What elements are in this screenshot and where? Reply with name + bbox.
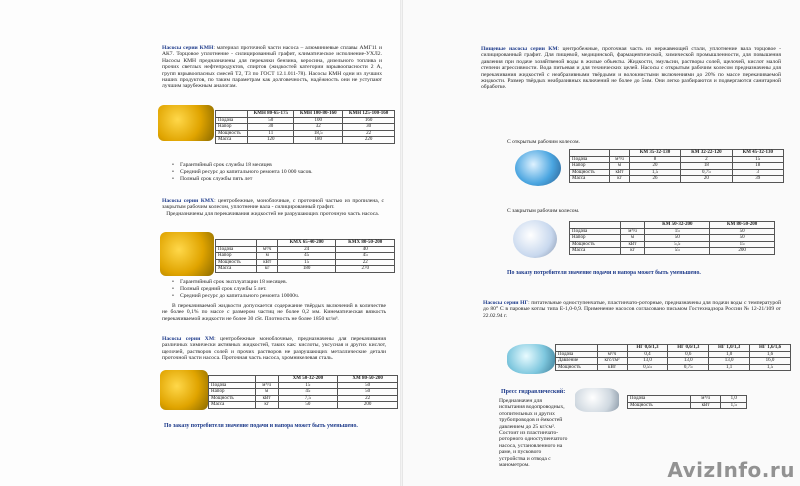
list-item: • Средний ресурс до капитального ремонта 10 000 часов.	[172, 169, 392, 176]
table-row: Масса кг 55 200	[570, 248, 775, 255]
table-row: Мощность кВт 0,55 0,75 1,1 1,5	[556, 364, 791, 371]
ng-title: Насосы серии НГ	[483, 300, 529, 306]
table-row: Напор м 50 50	[570, 235, 775, 242]
hm-description: Насосы серии ХМ: центробежные моноблочные, предназначены для перекачивания различных химически активных жидкостей, таких как: кислоты, уксусная и других кислот, щелочей, растворов солей и прочих растворов не разрушающих металлические детали проточной части насоса. Проточная часть насоса, хромникелевая сталь.	[162, 336, 386, 362]
table-row: Масса кг 50 200	[209, 402, 398, 409]
table-row: Давление кгс/см² 13,0 13,0 13,0 16,0	[556, 358, 791, 365]
table-row: Подача м³/ч 1,0	[628, 396, 747, 403]
press-description: Предназначен для испытания водопроводных, отопительных и других трубопроводов и ёмкостей давлением до 25 кг/см². Состоит из пластинчато- роторного одноступенчатого насоса, установленного на раме, и пускового устройства и отвода с манометром.	[499, 398, 568, 469]
km-closed-spec-table	[569, 221, 775, 255]
table-row: Мощность кВт 1,5	[628, 402, 747, 409]
table-row: Мощность кВт 1,5 0,75 3	[570, 169, 784, 176]
table-row: Подача м³/ч 15 50	[209, 382, 398, 389]
km-note: По заказу потребителя значение подачи и напора может быть уменьшено.	[507, 270, 701, 276]
press-spec-table	[627, 395, 747, 409]
table-row: Мощность кВт 5,5 15	[570, 241, 775, 248]
press-title: Пресс гидравлический:	[501, 389, 566, 395]
table-row: Мощность 11 18,5 22	[216, 130, 395, 137]
hm-note: По заказу потребителя значение подачи и напора может быть уменьшено.	[164, 423, 358, 429]
table-row: Напор м 45 45	[216, 253, 395, 260]
hm-title: Насосы серии ХМ	[162, 336, 215, 342]
km-closed-pump-image	[513, 220, 557, 258]
ng-pump-image	[507, 344, 555, 374]
table-row: Подача м³/ч 24 40	[216, 246, 395, 253]
hm-spec-table	[208, 375, 398, 409]
list-item: • Гарантийный срок эксплуатации 18 месяцев.	[172, 279, 392, 286]
list-item: • Гарантийный срок службы 18 месяцев	[172, 162, 392, 169]
table-row: КМХ 65-40-200 КМХ 80-50-200	[216, 240, 395, 247]
table-row: КМН 80-65-175 КМН 100-80-160 КМН 125-100-160	[216, 111, 395, 118]
kmh-pump-image	[160, 232, 214, 276]
km-closed-caption: С закрытым рабочим колесом.	[507, 208, 580, 214]
table-row: КМ 35-32-130 КМ 32-22-120 КМ 45-32-130	[570, 150, 784, 157]
hm-pump-image	[160, 370, 208, 410]
km-open-spec-table	[569, 149, 784, 183]
kmh-extra-text: В перекачиваемой жидкости допускается содержание твёрдых включений в количестве не более 0,1% по массе с размером частиц не более 0,2 мм. Кинематическая вязкость перекачиваемой жидкости не более 30 cSt. Плотность не более 1850 кг/м³.	[162, 303, 386, 322]
list-item: • Полный срок службы пять лет	[172, 176, 392, 183]
kmn-title: Насосы серии КМН	[162, 45, 214, 51]
kmn-spec-table	[215, 110, 395, 144]
ng-spec-table	[555, 344, 791, 371]
kmn-description: Насосы серии КМН: материал проточной части насоса – алюминиевые сплавы АМГ11 и АК7. Торцовое уплотнение - силицированный графит, климатическое исполнение-УХЛ2. Насосы КМН предназначены для перекачки бензина, керосина, дизельного топлива и прочих светлых нефтепродуктов, спиртов (жидкостей категории взрывоопасности 2 А, групп взрывоопасных смесей Т2, Т3 по ГОСТ 12.1.011-78). Насосы КМН одни из лучших наших продуктов, по таким параметрам как долговечность, надёжность они не уступают лучшим зарубежным аналогам.	[162, 45, 382, 90]
km-title: Пищевые насосы серии КМ	[481, 46, 558, 52]
table-row: КМ 50-32-200 КМ 80-50-200	[570, 222, 775, 229]
kmh-spec-table	[215, 239, 395, 273]
kmn-bullets	[172, 162, 392, 183]
table-row: Напор 30 32 30	[216, 124, 395, 131]
table-row: Подача м³/ч 0,4 0,6 1,0 1,6	[556, 351, 791, 358]
right-page	[402, 0, 800, 486]
table-row: Напор м 45 50	[209, 389, 398, 396]
ng-description: Насосы серии НГ: питательные одноступенчатые, пластинчато-роторные, предназначены для подачи воды с температурой до 80° С в паровые котлы типа Е-1,0-0,9. Применение насосов согласовано письмом Гостехнадзора России № 12-21/109 от 22.02.94 г.	[483, 300, 781, 319]
table-row: ХМ 50-32-200 ХМ 80-50-200	[209, 376, 398, 383]
list-item: • Полный средний срок службы 5 лет.	[172, 286, 392, 293]
table-row: Масса 120 180 220	[216, 137, 395, 144]
table-row: Мощность кВт 15 22	[216, 259, 395, 266]
table-row: Масса кг 26 20 39	[570, 176, 784, 183]
table-row: Напор м 20 18 18	[570, 163, 784, 170]
km-description: Пищевые насосы серии КМ: центробежные, проточная часть из нержавеющей стали, уплотнение вала торцовое - силицированный графит. Для пищевой, медицинской, фармацевтической, химической промышленности, для повышения давления при подаче хозяйтвеной воды в жилые объекты. Жидкости, эмульсии, растворы солей, щелочей, кислот малой степени агрессивности. Вода питьевая и для технических целей. Насосы с открытым рабочим колесом предназначены для перекачивания жидкостей с неабразивными твёрдыми и волокнистыми включениями до 20% по массе перекачиваемой жидкости. Размер твёрдых неабразивных включений не более до 5мм. Они легко разбираются и подвергаются санитарной обработке.	[481, 46, 781, 91]
km-open-pump-image	[515, 150, 561, 186]
kmn-pump-image	[158, 105, 214, 141]
table-row: Масса кг 180 270	[216, 266, 395, 273]
watermark: AvizInfo.ru	[667, 458, 795, 482]
table-row: Подача м³/ч 15 50	[570, 228, 775, 235]
table-row: Подача 50 100 160	[216, 117, 395, 124]
kmh-bullets	[172, 279, 392, 300]
table-row: НГ 0,6/1,3 НГ 0,6/1,3 НГ 1,0/1,3 НГ 1,6/1,6	[556, 345, 791, 352]
list-item: • Средний ресурс до капитального ремонта 10000ч.	[172, 293, 392, 300]
table-row: Мощность кВт 7,5 22	[209, 395, 398, 402]
kmh-description: Насосы серии КМХ: центробежные, моноблочные, с проточной частью из пропилена, с закрытым рабочим колесом, уплотнение вала - силицированный графит. Предназначены для перекачивания жидкостей не разрушающих проточную часть насоса.	[162, 198, 384, 217]
kmh-title: Насосы серии КМХ	[162, 198, 215, 204]
press-image	[575, 388, 619, 412]
table-row: Подача м³/ч 8 2 15	[570, 156, 784, 163]
km-open-caption: С открытым рабочим колесом.	[507, 139, 580, 145]
